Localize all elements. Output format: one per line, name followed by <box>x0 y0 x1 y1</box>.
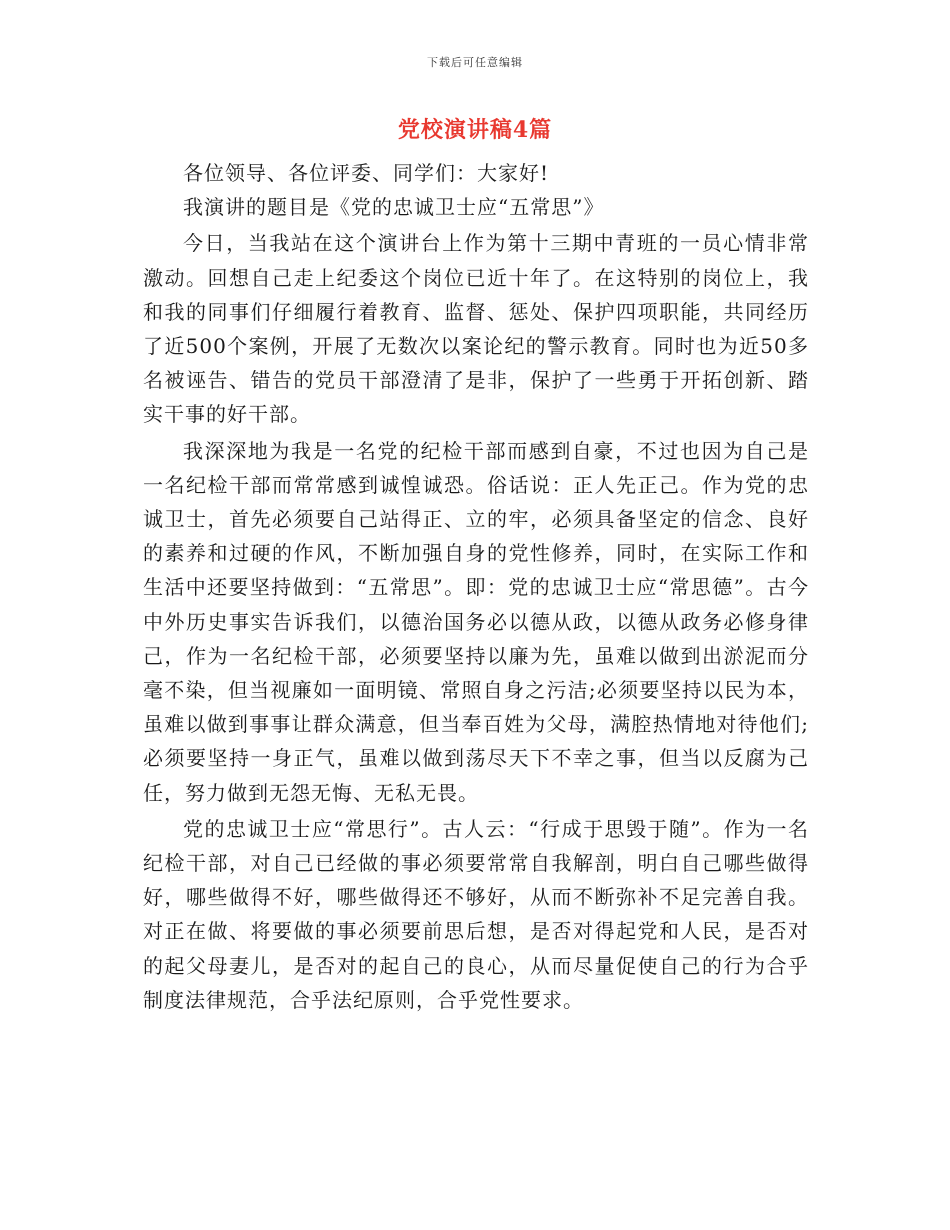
paragraph-intro: 今日，当我站在这个演讲台上作为第十三期中青班的一员心情非常激动。回想自己走上纪委这个岗位已近十年了。在这特别的岗位上，我和我的同事们仔细履行着教育、监督、惩处、保护四项职能，共同经历了近500个案例，开展了无数次以案论纪的警示教育。同时也为近50多名被诬告、错告的党员干部澄清了是非，保护了一些勇于开拓创新、踏实干事的好干部。 <box>143 231 809 427</box>
page-header: 下载后可任意编辑 <box>427 56 523 69</box>
document-title: 党校演讲稿4篇 <box>397 117 553 143</box>
paragraph-greeting: 各位领导、各位评委、同学们：大家好! <box>183 161 550 185</box>
document-body <box>143 156 809 1017</box>
paragraph-topic: 我演讲的题目是《党的忠诚卫士应“五常思”》 <box>183 195 605 220</box>
paragraph-chang-si-de: 我深深地为我是一名党的纪检干部而感到自豪，不过也因为自己是一名纪检干部而常常感到诚惶诚恐。俗话说：正人先正己。作为党的忠诚卫士，首先必须要自己站得正、立的牢，必须具备坚定的信念、良好的素养和过硬的作风，不断加强自身的党性修养，同时，在实际工作和生活中还要坚持做到：“五常思”。即：党的忠诚卫士应“常思德”。古今中外历史事实告诉我们，以德治国务必以德从政，以德从政务必修身律己，作为一名纪检干部，必须要坚持以廉为先，虽难以做到出淤泥而分毫不染，但当视廉如一面明镜、常照自身之污洁;必须要坚持以民为本，虽难以做到事事让群众满意，但当奉百姓为父母，满腔热情地对待他们;必须要坚持一身正气，虽难以做到荡尽天下不幸之事，但当以反腐为己任，努力做到无怨无悔、无私无畏。 <box>143 438 809 805</box>
paragraph-chang-si-xing: 党的忠诚卫士应“常思行”。古人云：“行成于思毁于随”。作为一名纪检干部，对自己已经做的事必须要常常自我解剖，明白自己哪些做得好，哪些做得不好，哪些做得还不够好，从而不断弥补不足完善自我。对正在做、将要做的事必须要前思后想，是否对得起党和人民，是否对的起父母妻儿，是否对的起自己的良心，从而尽量促使自己的行为合乎制度法律规范，合乎法纪原则，合乎党性要求。 <box>143 816 809 1012</box>
